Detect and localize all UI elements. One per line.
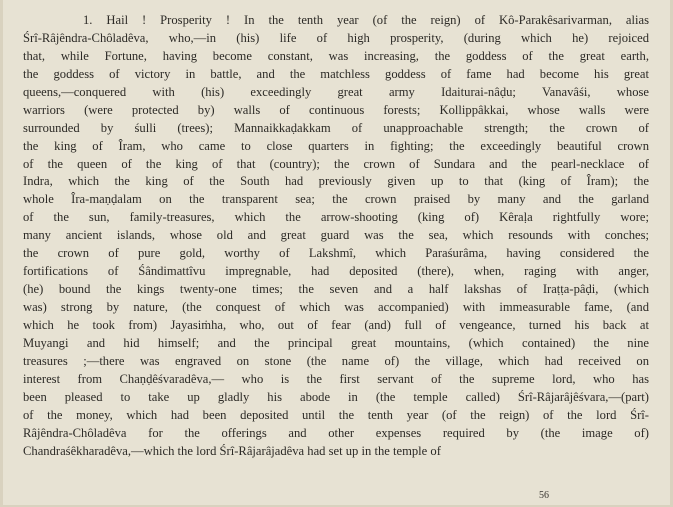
page-number: 56 [539,490,549,501]
text-line: 1. Hail ! Prosperity ! In the tenth year (of the reign) of Kô-Parakêsarivarman, alias [83,13,649,27]
text-line: Muyangi and hid himself; and the principal great mountains, (which contained) the nine [23,335,649,350]
text-line: the crown of pure gold, worthy of Lakshmî, which Paraśurâma, having considered the [23,246,649,261]
text-line: queens,—conquered with (his) exceedingly great army Idaiturai-nâḍu; Vanavâśi, whose [23,84,649,99]
text-line: which he took from) Jayasiṁha, who, out of fear (and) full of vengeance, turned his back at [23,317,649,332]
text-line: fortifications of Śândimattîvu impregnable, had deposited (there), when, raging with anger, [23,264,649,279]
text-line: whole Îra-maṇḍalam on the transparent sea; the crown praised by many and the garland [23,192,649,207]
text-line: of the money, which had been deposited until the tenth year (of the reign) of the lord Śrî- [23,407,649,422]
text-line: treasures ;—there was engraved on stone (the name of) the village, which had received on [23,353,649,368]
text-line: the goddess of victory in battle, and the matchless goddess of fame had become his great [23,66,649,81]
text-line: Indra, which the king of the South had previously given up to that (king of Îram); the [23,174,649,189]
text-line: Śrî-Râjêndra-Chôladêva, who,—in (his) life of high prosperity, (during which he) rejoiced [23,30,649,45]
text-line: (he) bound the kings twenty-one times; the seven and a half lakshas of Iraṭṭa-pâḍi, (which [23,282,649,297]
text-line: of the queen of the king of that (country); the crown of Sundara and the pearl-necklace of [23,156,649,171]
text-line: been pleased to take up gladly his abode in (the temple called) Śrî-Râjarâjêśvara,—(part) [23,389,649,404]
text-line: warriors (were protected by) walls of continuous forests; Kollippâkkai, whose walls were [23,102,649,117]
text-line: surrounded by śulli (trees); Mannaikkaḍakkam of unapproachable strength; the crown of [23,120,649,135]
body-text [23,12,649,460]
text-line: was) strong by nature, (the conquest of which was accompanied) with immeasurable fame, (and [23,300,649,314]
text-line: of the sun, family-treasures, which the arrow-shooting (king of) Kêraḷa rightfully wore; [23,210,649,225]
text-line: the king of Îram, who came to close quarters in fighting; the exceedingly beautiful crown [23,138,649,153]
text-line: many ancient islands, whose old and great guard was the sea, which resounds with conches; [23,228,649,243]
text-line: Râjêndra-Chôladêva for the offerings and other expenses required by (the image of) [23,425,649,440]
text-line: that, while Fortune, having become constant, was increasing, the goddess of the great earth, [23,48,649,63]
document-page [3,0,670,505]
text-line: interest from Chaṇḍêśvaradêva,— who is the first servant of the supreme lord, who has [23,371,649,386]
text-line: Chandraśêkharadêva,—which the lord Śrî-Râjarâjadêva had set up in the temple of [23,443,441,458]
